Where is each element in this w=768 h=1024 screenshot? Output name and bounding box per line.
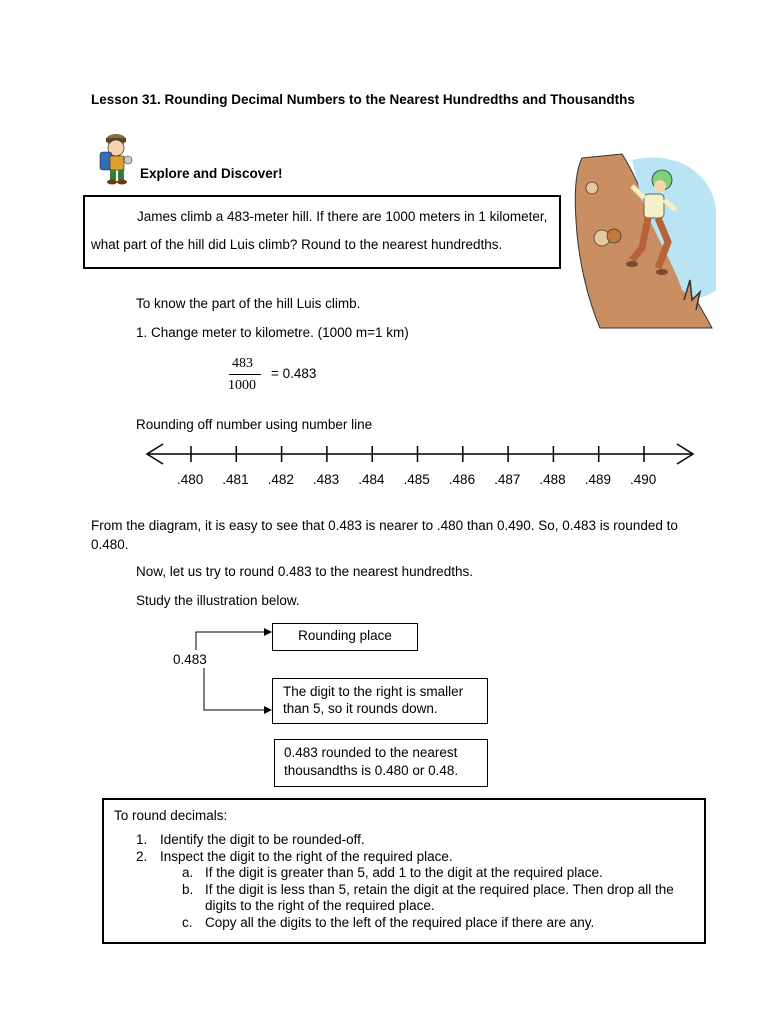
problem-line-1: James climb a 483-meter hill. If there are 1000 meters in 1 kilometer, — [137, 209, 548, 224]
number-line-label: .482 — [267, 472, 294, 487]
rule-number: 2. — [136, 848, 148, 864]
rule-subitem — [104, 882, 704, 915]
rules-list — [104, 832, 704, 931]
number-line-label: .483 — [312, 472, 340, 487]
fraction-numerator: 483 — [232, 356, 253, 371]
rule-number: 1. — [136, 832, 148, 847]
step-1: 1. Change meter to kilometre. (1000 m=1 km) — [136, 325, 409, 340]
problem-box — [83, 195, 561, 269]
fraction-result: = 0.483 — [271, 366, 317, 381]
number-line-label: .480 — [177, 472, 204, 487]
number-line-label: .489 — [584, 472, 611, 487]
explorer-boy-icon — [92, 130, 138, 186]
study-text: Study the illustration below. — [136, 593, 300, 608]
lesson-title: Lesson 31. Rounding Decimal Numbers to the Nearest Hundredths and Thousandths — [91, 92, 635, 107]
rule-subitem — [104, 915, 704, 932]
rule-text: Inspect the digit to the right of the required place. — [160, 848, 453, 864]
rock-climber-illustration — [572, 150, 718, 332]
now-text: Now, let us try to round 0.483 to the nearest hundredths. — [136, 564, 473, 579]
number-line-label: .484 — [358, 472, 385, 487]
number-line-label: .490 — [630, 472, 657, 487]
problem-line-2: what part of the hill did Luis climb? Round to the nearest hundredths. — [91, 237, 503, 252]
rule-subitem-text: If the digit is greater than 5, add 1 to the digit at the required place. — [205, 865, 603, 880]
rule-subitem-text: If the digit is less than 5, retain the digit at the required place. Then drop all the digits to the right of the required place. — [205, 881, 674, 913]
rules-title: To round decimals: — [114, 808, 228, 823]
rule-subitem — [104, 865, 704, 882]
rule-subitem-letter: b. — [182, 881, 194, 897]
illustration-arrows — [160, 620, 280, 720]
rule-item — [104, 832, 704, 849]
result-box: 0.483 rounded to the nearest thousandths is 0.480 or 0.48. — [274, 739, 488, 787]
rule-item — [104, 849, 704, 866]
fraction-denominator: 1000 — [228, 378, 256, 393]
number-line — [145, 440, 695, 468]
rule-subitem-text: Copy all the digits to the left of the required place if there are any. — [205, 914, 595, 930]
explore-heading: Explore and Discover! — [140, 166, 283, 181]
step-intro: To know the part of the hill Luis climb. — [136, 296, 361, 311]
number-line-label: .486 — [448, 472, 476, 487]
number-line-label: .487 — [494, 472, 521, 487]
number-line-label: .481 — [222, 472, 249, 487]
rounding-place-box: Rounding place — [272, 623, 418, 651]
rule-text: Identify the digit to be rounded-off. — [160, 832, 365, 847]
number-line-caption: Rounding off number using number line — [136, 417, 373, 432]
fraction-bar — [229, 374, 261, 375]
illustration-number: 0.483 — [173, 652, 207, 667]
rule-subitem-letter: c. — [182, 914, 193, 930]
number-line-label: .485 — [403, 472, 430, 487]
digit-right-box: The digit to the right is smaller than 5, so it rounds down. — [272, 678, 488, 724]
rule-subitem-letter: a. — [182, 865, 194, 880]
rules-box — [102, 798, 706, 944]
diagram-explanation: From the diagram, it is easy to see that 0.483 is nearer to .480 than 0.490. So, 0.483 is rounded to 0.480. — [91, 518, 678, 552]
number-line-label: .488 — [539, 472, 566, 487]
